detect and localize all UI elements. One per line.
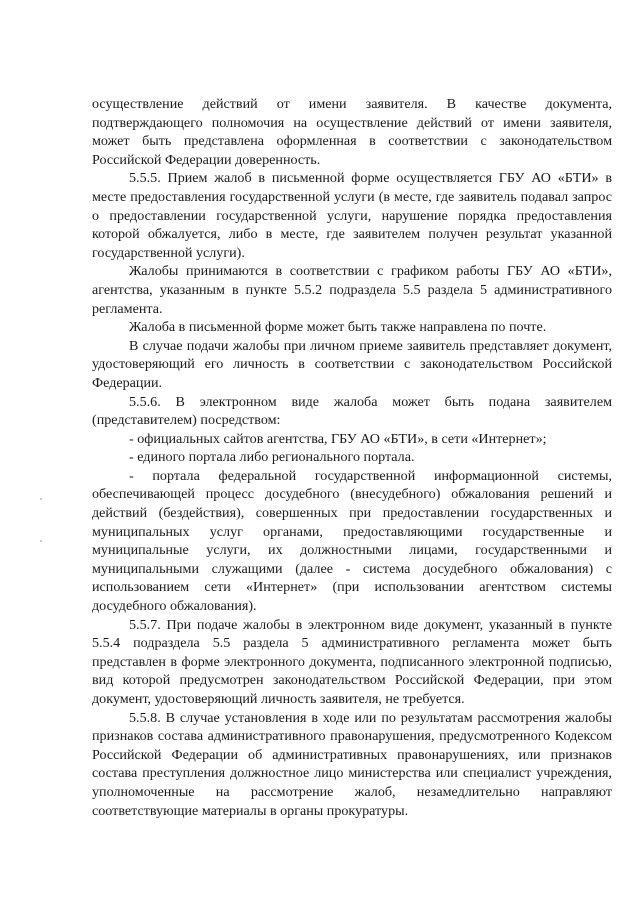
list-item-federal-portal: - портала федеральной государственной информационной системы, обеспечивающей процесс досудебного (внесудебного) обжалования решений и действий (бездействия), совершенных при предоставлении государственных и муниципальных услуг органами, предоставляющими государственные и муниципальные услуги, их должностными лицами, государственными и муниципальными служащими (далее - система досудебного обжалования) с использованием сети «Интернет» (при использовании агентством системы досудебного обжалования). xyxy=(92,467,612,615)
paragraph-5-5-7: 5.5.7. При подаче жалобы в электронном виде документ, указанный в пункте 5.5.4 подраздела 5.5 раздела 5 административного регламента может быть представлен в форме электронного документа, подписанного электронной подписью, вид которой предусмотрен законодательством Российской Федерации, при этом документ, удостоверяющий личность заявителя, не требуется. xyxy=(92,616,612,707)
list-item-official-sites: - официальных сайтов агентства, ГБУ АО «БТИ», в сети «Интернет»; xyxy=(129,430,547,447)
paragraph-schedule: Жалобы принимаются в соответствии с графиком работы ГБУ АО «БТИ», агентства, указанным в пункте 5.5.2 подраздела 5.5 раздела 5 административного регламента. xyxy=(92,263,612,317)
paragraph-5-5-8: 5.5.8. В случае установления в ходе или по результатам рассмотрения жалобы признаков состава административного правонарушения, предусмотренного Кодексом Российской Федерации об административных правонарушениях, или признаков состава преступления должностное лицо министерства или специалист учреждения, уполномоченные на рассмотрение жалоб, незамедлительно направляют соответствующие материалы в органы прокуратуры. xyxy=(92,709,612,819)
paragraph-5-5-6: 5.5.6. В электронном виде жалоба может быть подана заявителем (представителем) посредством: xyxy=(92,393,612,429)
scan-speck xyxy=(40,540,42,542)
scan-speck xyxy=(40,498,42,500)
list-item-unified-portal: - единого портала либо регионального портала. xyxy=(129,449,415,466)
paragraph-5-5-5: 5.5.5. Прием жалоб в письменной форме осуществляется ГБУ АО «БТИ» в месте предоставления государственной услуги (в месте, где заявитель подавал запрос о предоставлении государственной услуги, нарушение порядка предоставления которой обжалуется, либо в месте, где заявителем получен результат указанной государственной услуги). xyxy=(92,170,612,261)
document-page xyxy=(92,95,612,820)
paragraph-continuation: осуществление действий от имени заявителя. В качестве документа, подтверждающего полномочия на осуществление действий от имени заявителя, может быть представлена оформленная в соответствии с законодательством Российской Федерации доверенность. xyxy=(92,96,612,168)
paragraph-mail: Жалоба в письменной форме может быть также направлена по почте. xyxy=(129,319,547,336)
paragraph-personal-reception: В случае подачи жалобы при личном приеме заявитель представляет документ, удостоверяющий его личность в соответствии с законодательством Российской Федерации. xyxy=(92,337,612,391)
